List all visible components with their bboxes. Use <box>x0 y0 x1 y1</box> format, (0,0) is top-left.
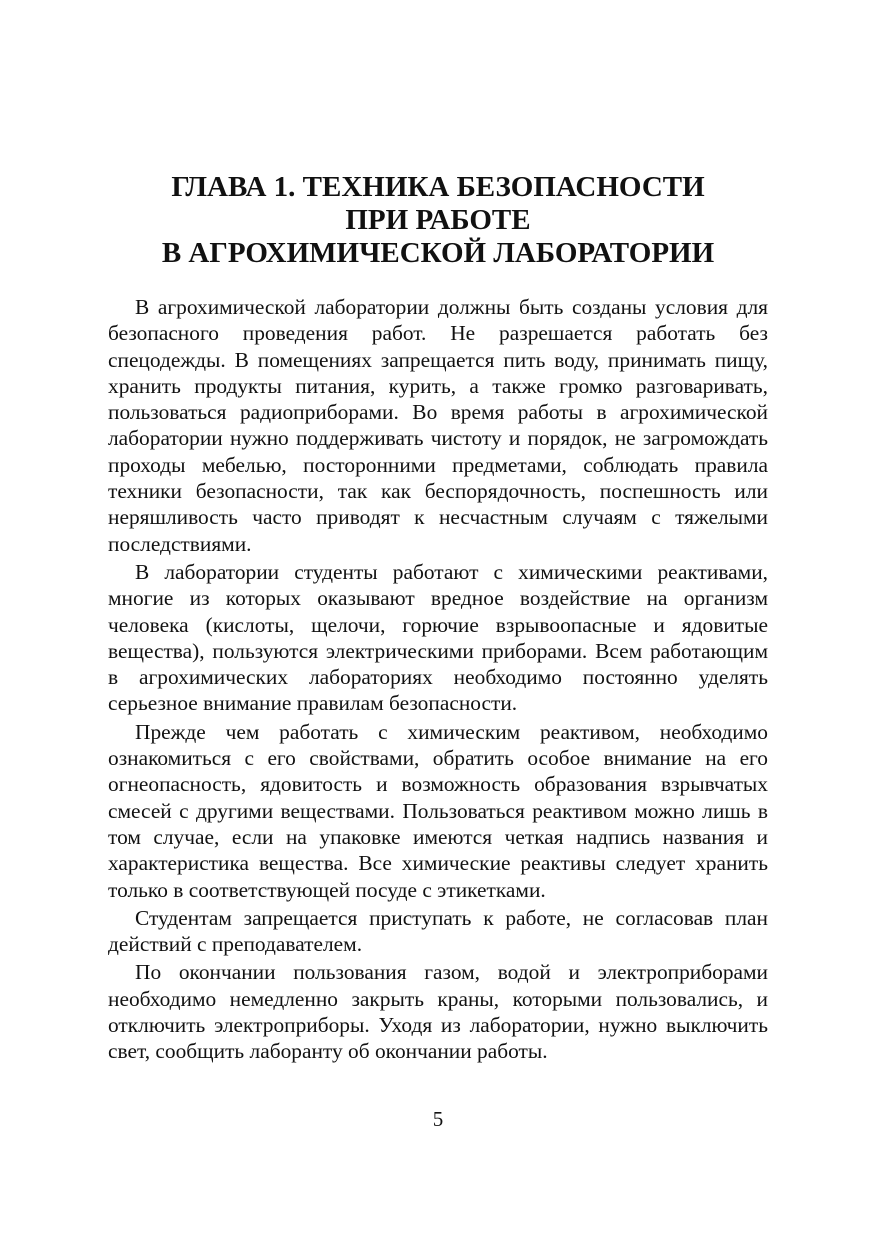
paragraph-chemical-reagents: В лаборатории студенты работают с химическими реактивами, многие из которых оказывают вредное воздействие на организм человека (кислоты, щелочи, горючие взрывоопасные и ядовитые вещества), пользуются электрическими приборами. Всем работающим в агрохимических лабораториях необходимо постоянно уделять серьезное внимание правилам безопасности. <box>108 559 768 716</box>
chapter-title-line: ГЛАВА 1. ТЕХНИКА БЕЗОПАСНОСТИ <box>171 171 705 203</box>
chapter-title-line: ПРИ РАБОТЕ <box>345 204 531 236</box>
page-number: 5 <box>432 1107 444 1131</box>
paragraph-reagent-properties: Прежде чем работать с химическим реактивом, необходимо ознакомиться с его свойствами, обратить особое внимание на его огнеопасность, ядовитость и возможность образования взрывчатых смесей с другими веществами. Пользоваться реактивом можно лишь в том случае, если на упаковке имеются четкая надпись названия и характеристика вещества. Все химические реактивы следует хранить только в соответствующей посуде с этикетками. <box>108 719 768 902</box>
chapter-title-line: В АГРОХИМИЧЕСКОЙ ЛАБОРАТОРИИ <box>161 237 715 269</box>
paragraph-lab-conditions: В агрохимической лаборатории должны быть созданы условия для безопасного проведения работ. Не разрешается работать без спецодежды. В помещениях запрещается пить воду, принимать пищу, хранить продукты питания, курить, а также громко разговаривать, пользоваться радиоприборами. Во время работы в агрохимической лаборатории нужно поддерживать чистоту и порядок, не загромождать проходы мебелью, посторонними предметами, соблюдать правила техники безопасности, так как беспорядочность, поспешность или неряшливость часто приводят к несчастным случаям с тяжелыми последствиями. <box>108 295 768 556</box>
body-text <box>108 294 768 1065</box>
paragraph-teacher-approval: Студентам запрещается приступать к работе, не согласовав план действий с преподавателем. <box>108 905 768 957</box>
chapter-title <box>108 171 768 270</box>
paragraph-closing-procedures: По окончании пользования газом, водой и электроприборами необходимо немедленно закрыть краны, которыми пользовались, и отключить электроприборы. Уходя из лаборатории, нужно выключить свет, сообщить лаборанту об окончании работы. <box>108 960 768 1064</box>
